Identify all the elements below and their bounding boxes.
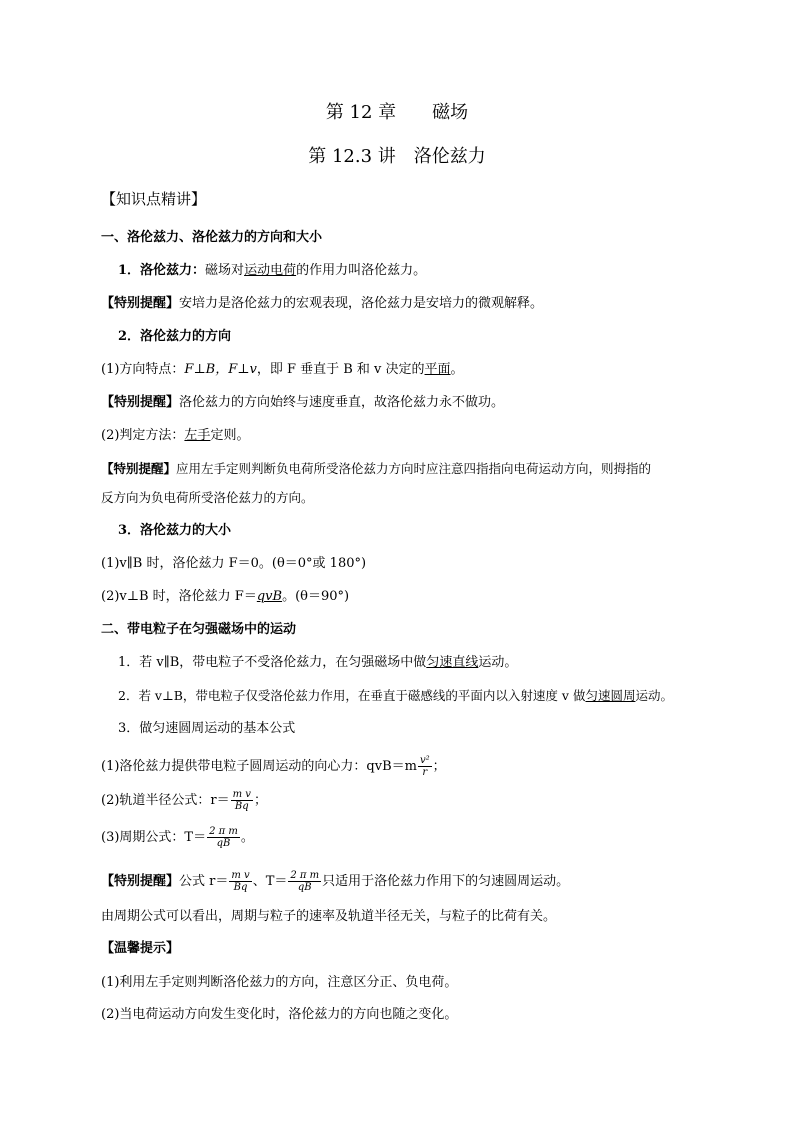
- formula1-fraction: [418, 755, 432, 778]
- item3-heading: 3．洛伦兹力的大小: [118, 523, 232, 538]
- tip1-text: 安培力是洛伦兹力的宏观表现，洛伦兹力是安培力的微观解释。: [179, 296, 544, 311]
- formula2-line: [101, 786, 267, 816]
- lecture-title: 第 12.3 讲 洛伦兹力: [308, 146, 486, 167]
- m1-paragraph: [118, 654, 517, 672]
- m2-paragraph: [118, 687, 673, 705]
- dir2-paragraph: [101, 427, 249, 445]
- tip4-fraction-t-denominator: qB: [297, 882, 312, 893]
- formula1-line: [101, 752, 446, 782]
- dir2-underline: 左手: [184, 428, 211, 443]
- tip1-paragraph: [101, 295, 543, 313]
- item1-paragraph: [118, 262, 426, 280]
- m2-underline: 匀速圆周: [585, 688, 636, 703]
- m3-heading: 3．做匀速圆周运动的基本公式: [118, 721, 296, 736]
- m2-post: 运动。: [635, 688, 673, 703]
- m1-underline: 匀速直线: [426, 655, 479, 670]
- formula2-fraction: [231, 789, 253, 812]
- formula2-post: ；: [253, 793, 267, 808]
- m1-pre: 1．若 v∥B，带电粒子不受洛伦兹力，在匀强磁场中做: [118, 655, 427, 670]
- dir1-math: F⊥B，F⊥v: [184, 362, 257, 377]
- mag1-paragraph: (1)v∥B 时，洛伦兹力 F＝0。(θ＝0°或 180°): [101, 556, 367, 571]
- dir1-pre: (1)方向特点：: [101, 362, 185, 377]
- formula1-denominator: r: [422, 767, 428, 778]
- tip4-post: 只适用于洛伦兹力作用下的匀速圆周运动。: [322, 874, 570, 889]
- dir2-post: 定则。: [210, 428, 250, 443]
- warm-tip-2: (2)当电荷运动方向发生变化时，洛伦兹力的方向也随之变化。: [101, 1007, 458, 1022]
- part2-heading: 二、带电粒子在匀强磁场中的运动: [101, 622, 297, 637]
- dir1-mid: ，即 F 垂直于 B 和 v 决定的: [256, 362, 425, 377]
- item1-underline: 运动电荷: [244, 263, 297, 278]
- mag2-underline: qvB: [256, 589, 283, 604]
- formula3-denominator: qB: [216, 838, 231, 849]
- formula1-pre: (1)洛伦兹力提供带电粒子圆周运动的向心力：qvB＝m: [101, 759, 417, 774]
- chapter-title: 第 12 章 磁场: [325, 102, 469, 123]
- m2-pre: 2．若 v⊥B，带电粒子仅受洛伦兹力作用，在垂直于磁感线的平面内以入射速度 v 做: [118, 688, 586, 703]
- formula2-numerator: m v: [232, 789, 251, 800]
- part1-heading: 一、洛伦兹力、洛伦兹力的方向和大小: [101, 230, 323, 245]
- formula1-numerator: v²: [419, 755, 430, 766]
- mag2-post: 。(θ＝90°): [282, 589, 350, 604]
- warm-tip-1: (1)利用左手定则判断洛伦兹力的方向，注意区分正、负电荷。: [101, 975, 458, 990]
- item1-pre: 磁场对: [205, 263, 245, 278]
- tip3-paragraph: [101, 460, 651, 478]
- formula3-post: 。: [240, 830, 254, 845]
- tip4-label: 【特别提醒】: [101, 874, 180, 889]
- mag2-paragraph: [101, 588, 349, 606]
- tip4-fraction-t: [288, 870, 321, 893]
- formula3-pre: (3)周期公式：T＝: [101, 830, 207, 845]
- dir1-post: 。: [450, 362, 464, 377]
- period-note: 由周期公式可以看出，周期与粒子的速率及轨道半径无关，与粒子的比荷有关。: [101, 909, 557, 924]
- tip4-mid: 、T＝: [252, 874, 288, 889]
- formula2-pre: (2)轨道半径公式：r＝: [101, 793, 230, 808]
- item2-heading: 2．洛伦兹力的方向: [118, 329, 232, 344]
- item1-post: 的作用力叫洛伦兹力。: [296, 263, 427, 278]
- tip3-text-line1: 应用左手定则判断负电荷所受洛伦兹力方向时应注意四指指向电荷运动方向，则拇指的: [176, 461, 652, 476]
- formula1-post: ；: [432, 759, 446, 774]
- dir2-pre: (2)判定方法：: [101, 428, 185, 443]
- tip2-paragraph: [101, 394, 504, 412]
- tip3-label: 【特别提醒】: [101, 461, 177, 476]
- section-knowledge-heading: 【知识点精讲】: [101, 190, 207, 208]
- m1-post: 运动。: [478, 655, 518, 670]
- tip4-fraction-r-denominator: Bq: [233, 882, 248, 893]
- tip2-text: 洛伦兹力的方向始终与速度垂直，故洛伦兹力永不做功。: [179, 395, 505, 410]
- item1-label: 1．洛伦兹力：: [118, 263, 206, 278]
- tip1-label: 【特别提醒】: [101, 296, 180, 311]
- formula3-line: [101, 823, 254, 853]
- tip2-label: 【特别提醒】: [101, 395, 180, 410]
- formula3-numerator: 2 π m: [209, 826, 238, 837]
- formula3-fraction: [207, 826, 240, 849]
- dir1-underline: 平面: [424, 362, 451, 377]
- formula2-denominator: Bq: [234, 801, 249, 812]
- tip4-fraction-t-numerator: 2 π m: [290, 870, 320, 881]
- tip4-paragraph: [101, 867, 569, 897]
- dir1-paragraph: [101, 361, 464, 379]
- warm-tip-heading: 【温馨提示】: [101, 941, 180, 956]
- tip4-fraction-r-numerator: m v: [231, 870, 250, 881]
- mag2-pre: (2)v⊥B 时，洛伦兹力 F＝: [101, 589, 257, 604]
- tip4-pre: 公式 r＝: [179, 874, 229, 889]
- tip4-fraction-r: [229, 870, 251, 893]
- tip3-line2: 反方向为负电荷所受洛伦兹力的方向。: [101, 490, 314, 505]
